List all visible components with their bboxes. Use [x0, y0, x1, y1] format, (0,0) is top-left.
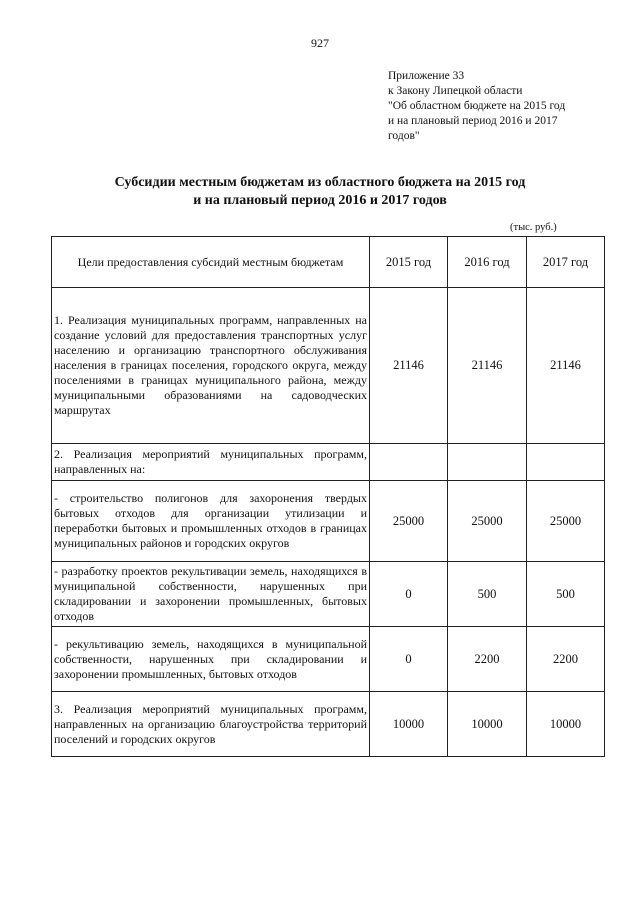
row-value-2017: 21146	[527, 288, 605, 444]
table-row	[52, 481, 605, 562]
header-2016: 2016 год	[448, 237, 527, 288]
table-row	[52, 288, 605, 444]
row-goal: 1. Реализация муниципальных программ, направленных на создание условий для предоставления транспортных услуг населению и организацию транспортного обслуживания населения в границах поселения, городского округа, между поселениями в границах муниципального района, между муниципальными образованиями на садоводческих маршрутах	[52, 288, 370, 444]
row-value-2015: 10000	[370, 692, 448, 757]
unit-label: (тыс. руб.)	[510, 222, 557, 233]
table-row	[52, 444, 605, 481]
row-value-2017: 500	[527, 562, 605, 627]
page-number: 927	[311, 36, 329, 50]
row-value-2015: 0	[370, 627, 448, 692]
table-header-row	[52, 237, 605, 288]
row-value-2015: 25000	[370, 481, 448, 562]
table-row	[52, 627, 605, 692]
row-value-2015: 0	[370, 562, 448, 627]
subsidies-table	[51, 236, 605, 757]
row-value-2015	[370, 444, 448, 481]
header-2015: 2015 год	[370, 237, 448, 288]
appendix-line: годов"	[388, 130, 420, 142]
row-goal: - разработку проектов рекультивации земель, находящихся в муниципальной собственности, нарушенных при складировании и захоронении промышленных, бытовых отходов	[52, 562, 370, 627]
table-row	[52, 562, 605, 627]
table-row	[52, 692, 605, 757]
header-goal: Цели предоставления субсидий местным бюджетам	[52, 237, 370, 288]
row-value-2017: 2200	[527, 627, 605, 692]
row-value-2016: 500	[448, 562, 527, 627]
row-goal: - строительство полигонов для захоронения твердых бытовых отходов для организации утилизации и переработки бытовых и промышленных отходов в границах муниципальных районов и городских округов	[52, 481, 370, 562]
header-2017: 2017 год	[527, 237, 605, 288]
document-title	[40, 174, 600, 210]
row-value-2016	[448, 444, 527, 481]
row-value-2016: 21146	[448, 288, 527, 444]
appendix-line: и на плановый период 2016 и 2017	[388, 115, 558, 127]
document-title-line: и на плановый период 2016 и 2017 годов	[193, 193, 447, 208]
row-goal: 2. Реализация мероприятий муниципальных программ, направленных на:	[52, 444, 370, 481]
appendix-reference	[388, 69, 603, 144]
appendix-line: Приложение 33	[388, 70, 465, 82]
appendix-line: к Закону Липецкой области	[388, 85, 523, 97]
row-value-2015: 21146	[370, 288, 448, 444]
appendix-line: "Об областном бюджете на 2015 год	[388, 100, 566, 112]
row-goal: - рекультивацию земель, находящихся в муниципальной собственности, нарушенных при складировании и захоронении промышленных, бытовых отходов	[52, 627, 370, 692]
row-value-2016: 2200	[448, 627, 527, 692]
document-title-line: Субсидии местным бюджетам из областного бюджета на 2015 год	[114, 175, 526, 190]
row-value-2017	[527, 444, 605, 481]
row-value-2016: 10000	[448, 692, 527, 757]
row-value-2017: 10000	[527, 692, 605, 757]
row-goal: 3. Реализация мероприятий муниципальных программ, направленных на организацию благоустройства территорий поселений и городских округов	[52, 692, 370, 757]
row-value-2017: 25000	[527, 481, 605, 562]
row-value-2016: 25000	[448, 481, 527, 562]
